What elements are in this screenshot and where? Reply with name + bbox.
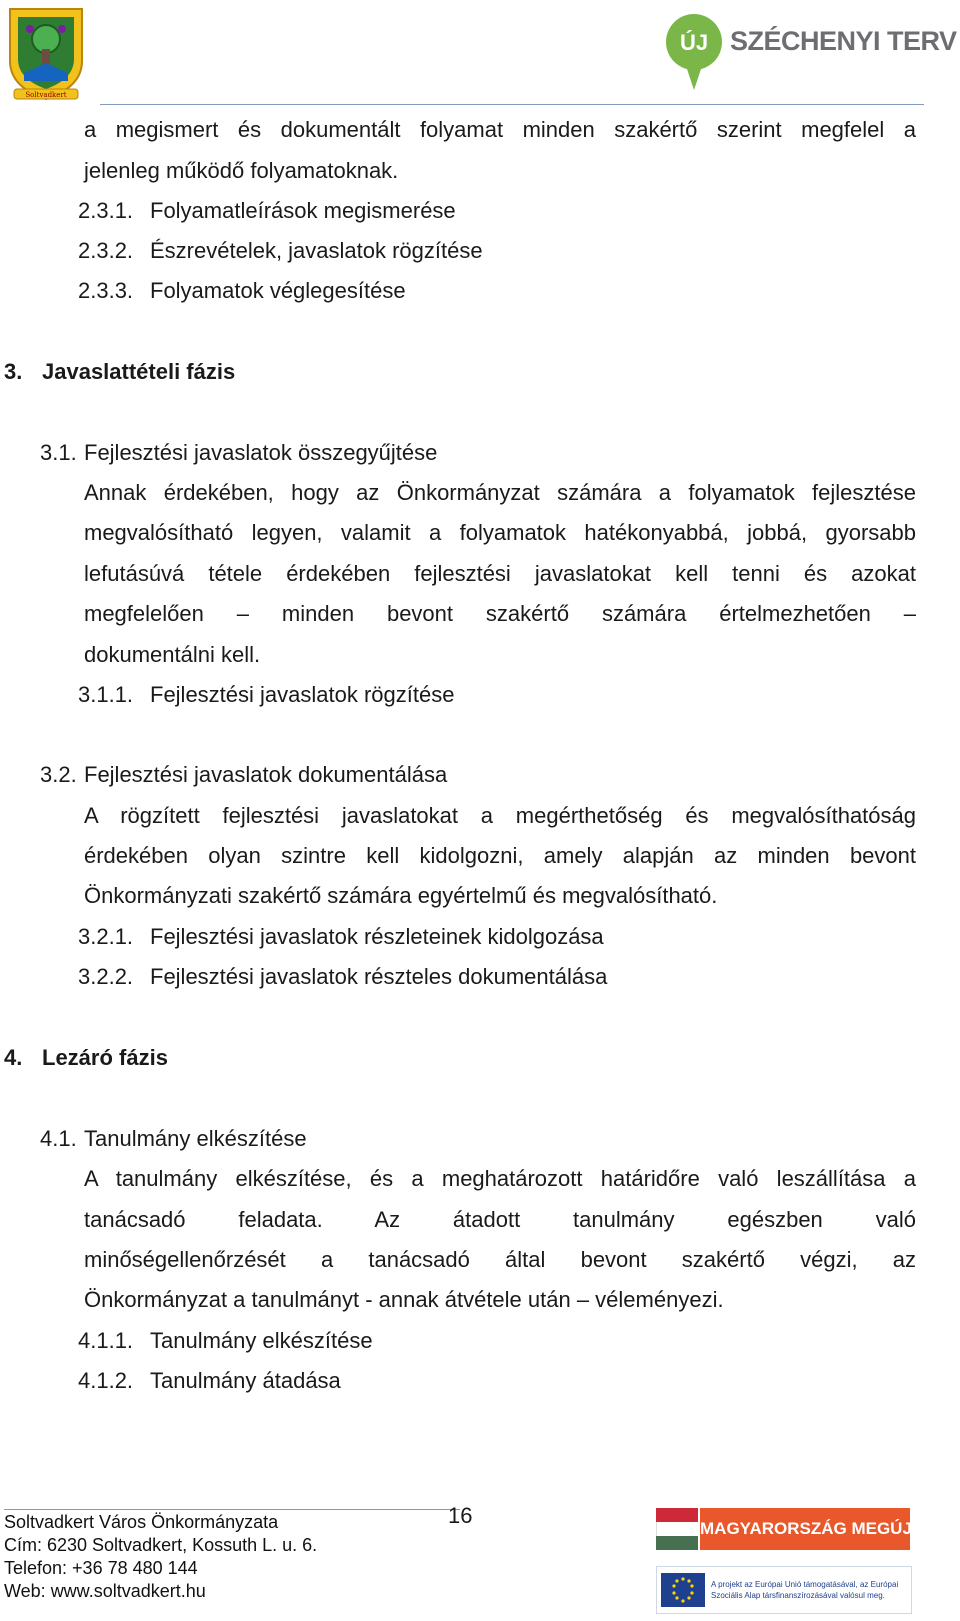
subsection-title: Tanulmány elkészítése [150, 1328, 373, 1353]
subsection-number: 4.1.2. [78, 1368, 134, 1393]
footer-rule [4, 1509, 460, 1510]
flag-red-stripe [656, 1508, 698, 1522]
subsection-title: Folyamatleírások megismerése [150, 198, 456, 223]
footer-address: Cím: 6230 Soltvadkert, Kossuth L. u. 6. [4, 1535, 318, 1555]
szechenyi-title: SZÉCHENYI TERV [730, 26, 957, 56]
s3-2-line-3: Önkormányzati szakértő számára egyértelmű és megvalósítható. [84, 883, 718, 908]
eu-text-2: Szociális Alap társfinanszírozásával valósul meg. [711, 1591, 885, 1600]
intro-line-2: jelenleg működő folyamatoknak. [84, 158, 399, 183]
subsection-4-1-1 [78, 1320, 373, 1362]
eu-flag-icon [661, 1573, 705, 1607]
subsection-title: Fejlesztési javaslatok rögzítése [150, 682, 455, 707]
subsection-number: 2.3.2. [78, 238, 134, 263]
heading-3 [4, 351, 235, 393]
s3-2-line-1: A rögzített fejlesztési javaslatokat a megérthetőség és megvalósíthatóság [84, 803, 916, 828]
s4-1-line-3: minőségellenőrzését a tanácsadó által bevont szakértő végzi, az [84, 1247, 916, 1272]
s4-1-line-2: tanácsadó feladata. Az átadott tanulmány egészben való [84, 1207, 916, 1232]
subsection-title: Észrevételek, javaslatok rögzítése [150, 238, 483, 263]
s3-1-line-3: lefutásúvá tétele érdekében fejlesztési javaslatokat kell tenni és azokat [84, 561, 916, 586]
heading-title: Lezáró fázis [42, 1045, 168, 1070]
page-number: 16 [448, 1503, 473, 1528]
subsection-3-2-2 [78, 956, 607, 998]
section-title: Tanulmány elkészítése [84, 1126, 307, 1151]
section-3-1 [40, 432, 437, 474]
s3-2-line-2: érdekében olyan szintre kell kidolgozni, amely alapján az minden bevont [84, 843, 916, 868]
heading-number: 3. [4, 359, 23, 384]
heading-number: 4. [4, 1045, 23, 1070]
header-rule [100, 104, 924, 105]
subsection-number: 2.3.3. [78, 278, 134, 303]
subsection-number: 4.1.1. [78, 1328, 134, 1353]
section-number: 4.1. [40, 1126, 77, 1151]
footer-web: Web: www.soltvadkert.hu [4, 1581, 206, 1601]
crest-caption: Soltvadkert [25, 91, 67, 99]
mm-text: MAGYARORSZÁG MEGÚJUL [700, 1508, 910, 1550]
s4-1-line-4: Önkormányzat a tanulmányt - annak átvétele után – véleményezi. [84, 1287, 724, 1312]
section-number: 3.2. [40, 762, 77, 787]
heading-title: Javaslattételi fázis [42, 359, 236, 384]
section-3-2 [40, 754, 447, 796]
subsection-4-1-2 [78, 1360, 341, 1402]
soltvadkert-crest-logo [4, 3, 88, 101]
subsection-number: 3.1.1. [78, 682, 134, 707]
heading-4 [4, 1037, 168, 1079]
subsection-number: 2.3.1. [78, 198, 134, 223]
eu-text-1: A projekt az Európai Unió támogatásával, az Európai [711, 1580, 899, 1589]
subsection-2-3-1 [78, 190, 456, 232]
s3-1-line-4: megfelelően – minden bevont szakértő számára értelmezhetően – [84, 601, 916, 626]
subsection-number: 3.2.2. [78, 964, 134, 989]
intro-line-1: a megismert és dokumentált folyamat minden szakértő szerint megfelel a [84, 117, 916, 142]
footer-org: Soltvadkert Város Önkormányzata [4, 1512, 279, 1532]
magyarorszag-megujul-logo [656, 1508, 935, 1556]
section-4-1 [40, 1118, 307, 1160]
s4-1-line-1: A tanulmány elkészítése, és a meghatározott határidőre való leszállítása a [84, 1166, 916, 1191]
subsection-title: Fejlesztési javaslatok részleteinek kidolgozása [150, 924, 604, 949]
subsection-title: Tanulmány átadása [150, 1368, 341, 1393]
subsection-3-1-1 [78, 674, 454, 716]
section-number: 3.1. [40, 440, 77, 465]
flag-white-stripe [656, 1522, 699, 1536]
section-title: Fejlesztési javaslatok összegyűjtése [84, 440, 438, 465]
subsection-2-3-2 [78, 230, 483, 272]
flag-green-stripe [656, 1536, 698, 1550]
subsection-number: 3.2.1. [78, 924, 134, 949]
subsection-3-2-1 [78, 916, 604, 958]
subsection-title: Fejlesztési javaslatok részteles dokumentálása [150, 964, 608, 989]
szechenyi-terv-logo [664, 12, 957, 92]
subsection-2-3-3 [78, 270, 406, 312]
s3-1-line-2: megvalósítható legyen, valamit a folyamatok hatékonyabbá, jobbá, gyorsabb [84, 520, 916, 545]
szechenyi-prefix: ÚJ [679, 30, 709, 55]
section-title: Fejlesztési javaslatok dokumentálása [84, 762, 448, 787]
eu-funding-logo [656, 1566, 912, 1614]
footer-phone: Telefon: +36 78 480 144 [4, 1558, 198, 1578]
s3-1-line-5: dokumentálni kell. [84, 642, 261, 667]
s3-1-line-1: Annak érdekében, hogy az Önkormányzat számára a folyamatok fejlesztése [84, 480, 916, 505]
subsection-title: Folyamatok véglegesítése [150, 278, 406, 303]
